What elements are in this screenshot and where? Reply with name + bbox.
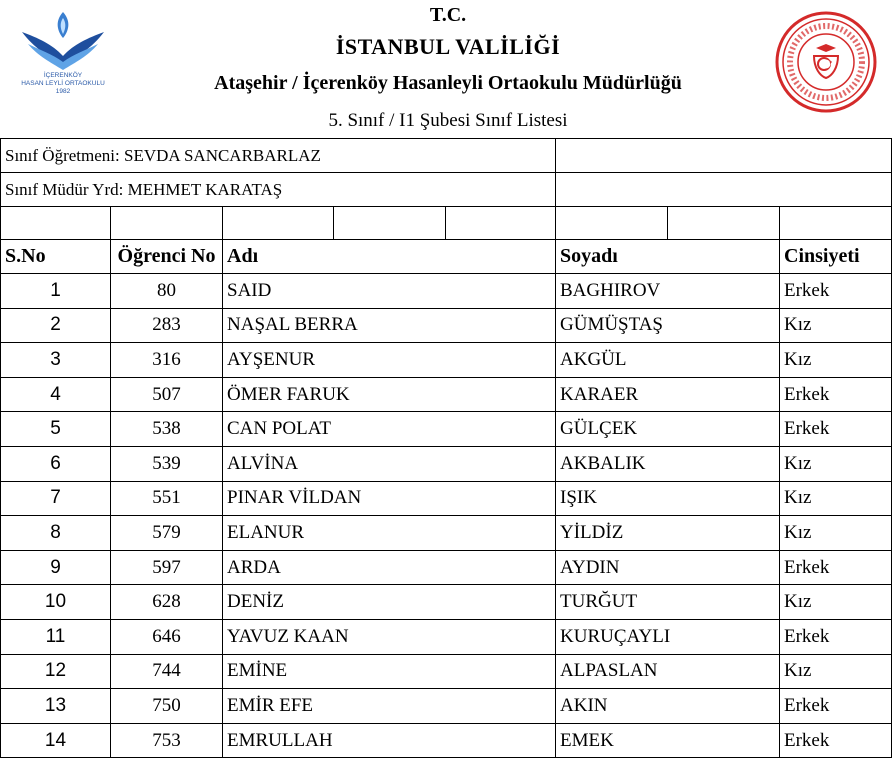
student-name-cell: ALVİNA <box>223 446 556 481</box>
teacher-cell: Sınıf Öğretmeni: SEVDA SANCARBARLAZ <box>1 139 556 173</box>
student-gender-cell: Kız <box>780 481 892 516</box>
logo-text-line-3: 1982 <box>55 88 71 95</box>
student-number-cell: 753 <box>111 723 223 758</box>
student-sno-cell: 13 <box>1 689 111 724</box>
student-sno-cell: 3 <box>1 343 111 378</box>
student-rows <box>1 274 892 758</box>
student-surname-cell: KARAER <box>556 377 780 412</box>
column-header-row <box>1 240 892 274</box>
student-gender-cell: Kız <box>780 516 892 551</box>
student-number-cell: 646 <box>111 619 223 654</box>
student-name-cell: ÖMER FARUK <box>223 377 556 412</box>
student-name-cell: CAN POLAT <box>223 412 556 447</box>
student-number-cell: 628 <box>111 585 223 620</box>
student-surname-cell: AKGÜL <box>556 343 780 378</box>
student-sno-cell: 12 <box>1 654 111 689</box>
column-header-surname: Soyadı <box>556 240 780 274</box>
student-gender-cell: Erkek <box>780 412 892 447</box>
student-sno-cell: 8 <box>1 516 111 551</box>
student-gender-cell: Erkek <box>780 274 892 309</box>
student-name-cell: NAŞAL BERRA <box>223 308 556 343</box>
student-sno-cell: 9 <box>1 550 111 585</box>
student-sno-cell: 4 <box>1 377 111 412</box>
column-header-name: Adı <box>223 240 556 274</box>
column-header-sno: S.No <box>1 240 111 274</box>
logo-text-line-1: İÇERENKÖY <box>43 72 83 79</box>
table-row <box>1 619 892 654</box>
student-number-cell: 283 <box>111 308 223 343</box>
blank-cell <box>1 207 111 240</box>
header-line-class-list: 5. Sınıf / I1 Şubesi Sınıf Listesi <box>328 110 568 131</box>
student-name-cell: EMİNE <box>223 654 556 689</box>
logo-text-line-2: HASAN LEYLİ ORTAOKULU <box>21 80 105 87</box>
student-gender-cell: Kız <box>780 654 892 689</box>
student-gender-cell: Kız <box>780 446 892 481</box>
header-line-valilik: İSTANBUL VALİLİĞİ <box>335 34 561 59</box>
student-gender-cell: Erkek <box>780 377 892 412</box>
table-row <box>1 723 892 758</box>
student-gender-cell: Erkek <box>780 689 892 724</box>
student-number-cell: 551 <box>111 481 223 516</box>
student-number-cell: 539 <box>111 446 223 481</box>
student-surname-cell: AYDIN <box>556 550 780 585</box>
student-surname-cell: AKIN <box>556 689 780 724</box>
table-row <box>1 377 892 412</box>
student-number-cell: 538 <box>111 412 223 447</box>
student-name-cell: EMRULLAH <box>223 723 556 758</box>
student-name-cell: DENİZ <box>223 585 556 620</box>
student-surname-cell: YİLDİZ <box>556 516 780 551</box>
student-number-cell: 80 <box>111 274 223 309</box>
blank-cell <box>111 207 223 240</box>
student-surname-cell: ALPASLAN <box>556 654 780 689</box>
student-sno-cell: 5 <box>1 412 111 447</box>
student-number-cell: 744 <box>111 654 223 689</box>
student-sno-cell: 2 <box>1 308 111 343</box>
student-gender-cell: Kız <box>780 343 892 378</box>
student-sno-cell: 14 <box>1 723 111 758</box>
blank-row <box>1 207 892 240</box>
table-row <box>1 516 892 551</box>
student-number-cell: 597 <box>111 550 223 585</box>
student-gender-cell: Erkek <box>780 619 892 654</box>
table-row <box>1 308 892 343</box>
student-gender-cell: Erkek <box>780 723 892 758</box>
teacher-row <box>1 139 892 173</box>
student-name-cell: YAVUZ KAAN <box>223 619 556 654</box>
table-row <box>1 412 892 447</box>
student-number-cell: 316 <box>111 343 223 378</box>
student-surname-cell: GÜLÇEK <box>556 412 780 447</box>
student-number-cell: 579 <box>111 516 223 551</box>
student-sno-cell: 6 <box>1 446 111 481</box>
student-sno-cell: 10 <box>1 585 111 620</box>
student-name-cell: ELANUR <box>223 516 556 551</box>
student-name-cell: ARDA <box>223 550 556 585</box>
student-surname-cell: GÜMÜŞTAŞ <box>556 308 780 343</box>
student-surname-cell: BAGHIROV <box>556 274 780 309</box>
table-row <box>1 481 892 516</box>
student-gender-cell: Kız <box>780 585 892 620</box>
assistant-cell: Sınıf Müdür Yrd: MEHMET KARATAŞ <box>1 173 556 207</box>
student-number-cell: 750 <box>111 689 223 724</box>
student-name-cell: SAID <box>223 274 556 309</box>
column-header-student-no: Öğrenci No <box>111 240 223 274</box>
header-line-tc: T.C. <box>429 4 467 26</box>
blank-cell <box>223 207 334 240</box>
document-header <box>0 0 896 138</box>
student-gender-cell: Kız <box>780 308 892 343</box>
table-row <box>1 654 892 689</box>
table-row <box>1 343 892 378</box>
student-surname-cell: KURUÇAYLI <box>556 619 780 654</box>
table-row <box>1 585 892 620</box>
student-surname-cell: IŞIK <box>556 481 780 516</box>
student-sno-cell: 1 <box>1 274 111 309</box>
header-line-school: Ataşehir / İçerenköy Hasanleyli Ortaokulu Müdürlüğü <box>214 72 682 94</box>
assistant-row <box>1 173 892 207</box>
student-name-cell: AYŞENUR <box>223 343 556 378</box>
column-header-gender: Cinsiyeti <box>780 240 892 274</box>
class-list-table <box>0 138 892 758</box>
empty-cell <box>556 173 892 207</box>
blank-cell <box>780 207 892 240</box>
student-name-cell: EMİR EFE <box>223 689 556 724</box>
student-surname-cell: EMEK <box>556 723 780 758</box>
blank-cell <box>446 207 556 240</box>
empty-cell <box>556 139 892 173</box>
table-row <box>1 446 892 481</box>
student-sno-cell: 11 <box>1 619 111 654</box>
student-gender-cell: Erkek <box>780 550 892 585</box>
student-surname-cell: TURĞUT <box>556 585 780 620</box>
student-number-cell: 507 <box>111 377 223 412</box>
blank-cell <box>668 207 780 240</box>
student-surname-cell: AKBALIK <box>556 446 780 481</box>
student-name-cell: PINAR VİLDAN <box>223 481 556 516</box>
table-row <box>1 689 892 724</box>
table-row <box>1 274 892 309</box>
blank-cell <box>556 207 668 240</box>
student-sno-cell: 7 <box>1 481 111 516</box>
blank-cell <box>334 207 446 240</box>
table-row <box>1 550 892 585</box>
ministry-seal-icon <box>774 10 878 114</box>
